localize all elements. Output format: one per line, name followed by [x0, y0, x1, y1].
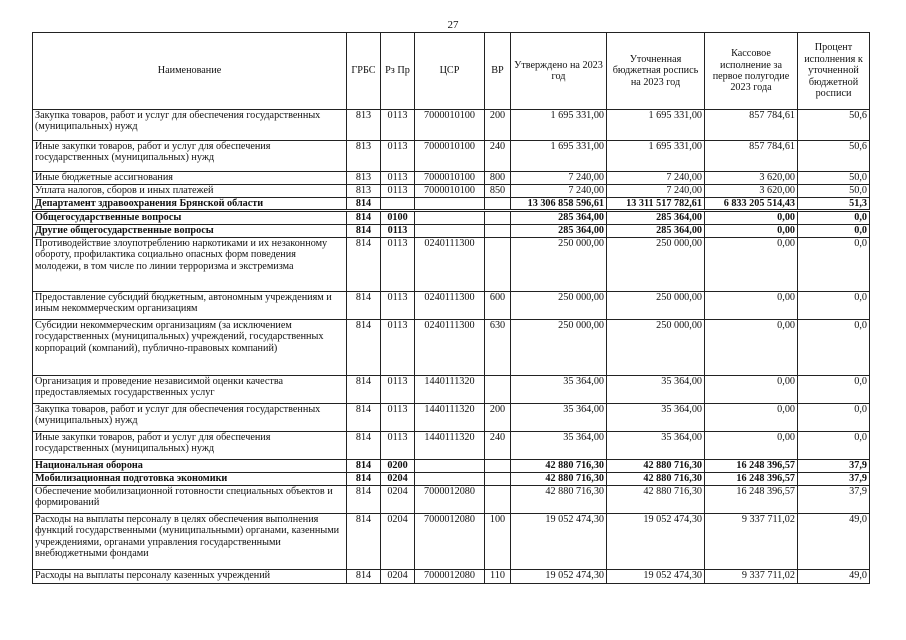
cell-rzpr: 0113 — [381, 403, 415, 431]
table-row — [33, 472, 870, 485]
cell-percent: 50,0 — [798, 172, 870, 185]
cell-name: Закупка товаров, работ и услуг для обеспечения государственных (муниципальных) нужд — [33, 110, 347, 141]
cell-csr: 1440111320 — [415, 431, 485, 459]
cell-rzpr: 0113 — [381, 110, 415, 141]
cell-refined: 35 364,00 — [607, 431, 705, 459]
cell-rzpr: 0113 — [381, 291, 415, 319]
cell-approved: 250 000,00 — [511, 237, 607, 291]
cell-csr: 0240111300 — [415, 291, 485, 319]
cell-name: Закупка товаров, работ и услуг для обеспечения государственных (муниципальных) нужд — [33, 403, 347, 431]
cell-refined: 250 000,00 — [607, 291, 705, 319]
cell-rzpr: 0113 — [381, 185, 415, 198]
cell-percent: 49,0 — [798, 569, 870, 583]
cell-grbs: 814 — [347, 485, 381, 513]
cell-csr: 7000012080 — [415, 485, 485, 513]
cell-refined: 7 240,00 — [607, 185, 705, 198]
cell-csr — [415, 224, 485, 237]
cell-vr: 110 — [485, 569, 511, 583]
header-grbs: ГРБС — [347, 33, 381, 110]
cell-vr: 240 — [485, 431, 511, 459]
cell-vr — [485, 459, 511, 472]
cell-rzpr: 0204 — [381, 513, 415, 569]
table-row — [33, 224, 870, 237]
cell-cash: 0,00 — [705, 319, 798, 375]
cell-csr: 0240111300 — [415, 319, 485, 375]
cell-rzpr: 0113 — [381, 224, 415, 237]
cell-refined: 1 695 331,00 — [607, 110, 705, 141]
header-rzpr: Рз Пр — [381, 33, 415, 110]
cell-rzpr: 0204 — [381, 485, 415, 513]
cell-rzpr: 0204 — [381, 472, 415, 485]
cell-grbs: 814 — [347, 431, 381, 459]
cell-vr: 100 — [485, 513, 511, 569]
cell-cash: 16 248 396,57 — [705, 472, 798, 485]
header-approved: Утверждено на 2023 год — [511, 33, 607, 110]
cell-rzpr: 0113 — [381, 172, 415, 185]
cell-percent: 50,6 — [798, 110, 870, 141]
cell-vr — [485, 237, 511, 291]
cell-approved: 35 364,00 — [511, 403, 607, 431]
cell-cash: 3 620,00 — [705, 185, 798, 198]
table-row — [33, 110, 870, 141]
page-number: 27 — [447, 19, 459, 31]
cell-csr — [415, 211, 485, 224]
cell-name: Иные закупки товаров, работ и услуг для обеспечения государственных (муниципальных) нужд — [33, 431, 347, 459]
cell-approved: 35 364,00 — [511, 431, 607, 459]
cell-cash: 9 337 711,02 — [705, 513, 798, 569]
cell-name: Предоставление субсидий бюджетным, автономным учреждениям и иным некоммерческим организациям — [33, 291, 347, 319]
cell-percent: 0,0 — [798, 431, 870, 459]
cell-refined: 35 364,00 — [607, 375, 705, 403]
table-header-row — [33, 33, 870, 110]
cell-name: Обеспечение мобилизационной готовности специальных объектов и формирований — [33, 485, 347, 513]
cell-grbs: 814 — [347, 224, 381, 237]
cell-percent: 50,6 — [798, 141, 870, 172]
cell-vr: 800 — [485, 172, 511, 185]
cell-percent: 49,0 — [798, 513, 870, 569]
cell-approved: 42 880 716,30 — [511, 459, 607, 472]
cell-grbs: 813 — [347, 141, 381, 172]
cell-percent: 37,9 — [798, 472, 870, 485]
cell-name: Организация и проведение независимой оценки качества предоставляемых государственных услуг — [33, 375, 347, 403]
cell-grbs: 814 — [347, 198, 381, 211]
cell-approved: 19 052 474,30 — [511, 513, 607, 569]
cell-approved: 13 306 858 596,61 — [511, 198, 607, 211]
header-percent: Процент исполнения к уточненной бюджетной росписи — [798, 33, 870, 110]
cell-grbs: 814 — [347, 569, 381, 583]
cell-grbs: 813 — [347, 110, 381, 141]
cell-rzpr: 0204 — [381, 569, 415, 583]
cell-percent: 0,0 — [798, 211, 870, 224]
table-row — [33, 237, 870, 291]
table-row — [33, 485, 870, 513]
cell-name: Национальная оборона — [33, 459, 347, 472]
cell-grbs: 813 — [347, 185, 381, 198]
cell-grbs: 814 — [347, 459, 381, 472]
cell-approved: 285 364,00 — [511, 224, 607, 237]
cell-name: Иные закупки товаров, работ и услуг для обеспечения государственных (муниципальных) нужд — [33, 141, 347, 172]
cell-vr: 200 — [485, 403, 511, 431]
cell-name: Противодействие злоупотреблению наркотиками и их незаконному обороту, профилактика социально опасных форм поведения молодежи, в том числе по линии терроризма и экстремизма — [33, 237, 347, 291]
cell-csr: 1440111320 — [415, 375, 485, 403]
cell-percent: 0,0 — [798, 224, 870, 237]
cell-cash: 16 248 396,57 — [705, 459, 798, 472]
table-row — [33, 291, 870, 319]
cell-cash: 857 784,61 — [705, 141, 798, 172]
cell-vr — [485, 472, 511, 485]
cell-approved: 250 000,00 — [511, 291, 607, 319]
cell-csr — [415, 472, 485, 485]
cell-name: Расходы на выплаты персоналу казенных учреждений — [33, 569, 347, 583]
cell-approved: 35 364,00 — [511, 375, 607, 403]
header-vr: ВР — [485, 33, 511, 110]
cell-name: Мобилизационная подготовка экономики — [33, 472, 347, 485]
cell-vr — [485, 224, 511, 237]
table-row — [33, 172, 870, 185]
cell-vr — [485, 375, 511, 403]
cell-refined: 19 052 474,30 — [607, 569, 705, 583]
cell-csr: 7000012080 — [415, 569, 485, 583]
cell-grbs: 814 — [347, 319, 381, 375]
table-row — [33, 141, 870, 172]
table-row — [33, 319, 870, 375]
cell-rzpr: 0113 — [381, 319, 415, 375]
cell-rzpr: 0113 — [381, 237, 415, 291]
cell-percent: 50,0 — [798, 185, 870, 198]
cell-grbs: 814 — [347, 375, 381, 403]
header-refined: Уточненная бюджетная роспись на 2023 год — [607, 33, 705, 110]
cell-approved: 19 052 474,30 — [511, 569, 607, 583]
cell-refined: 42 880 716,30 — [607, 472, 705, 485]
cell-vr: 850 — [485, 185, 511, 198]
cell-vr — [485, 485, 511, 513]
table-row — [33, 459, 870, 472]
cell-csr: 0240111300 — [415, 237, 485, 291]
cell-rzpr: 0100 — [381, 211, 415, 224]
cell-approved: 250 000,00 — [511, 319, 607, 375]
header-name: Наименование — [33, 33, 347, 110]
cell-rzpr: 0113 — [381, 375, 415, 403]
cell-refined: 13 311 517 782,61 — [607, 198, 705, 211]
cell-csr — [415, 198, 485, 211]
cell-approved: 285 364,00 — [511, 211, 607, 224]
table-row — [33, 185, 870, 198]
cell-csr: 7000010100 — [415, 185, 485, 198]
cell-grbs: 814 — [347, 403, 381, 431]
cell-name: Другие общегосударственные вопросы — [33, 224, 347, 237]
cell-csr: 1440111320 — [415, 403, 485, 431]
cell-cash: 0,00 — [705, 224, 798, 237]
cell-name: Иные бюджетные ассигнования — [33, 172, 347, 185]
cell-refined: 7 240,00 — [607, 172, 705, 185]
budget-execution-table — [32, 32, 870, 584]
cell-percent: 0,0 — [798, 403, 870, 431]
cell-cash: 9 337 711,02 — [705, 569, 798, 583]
cell-cash: 0,00 — [705, 291, 798, 319]
cell-percent: 0,0 — [798, 375, 870, 403]
cell-csr: 7000010100 — [415, 110, 485, 141]
cell-cash: 0,00 — [705, 375, 798, 403]
table-row — [33, 211, 870, 224]
cell-approved: 1 695 331,00 — [511, 110, 607, 141]
cell-cash: 6 833 205 514,43 — [705, 198, 798, 211]
cell-rzpr — [381, 198, 415, 211]
cell-grbs: 813 — [347, 172, 381, 185]
table-row — [33, 431, 870, 459]
cell-refined: 285 364,00 — [607, 211, 705, 224]
header-csr: ЦСР — [415, 33, 485, 110]
cell-grbs: 814 — [347, 211, 381, 224]
cell-approved: 42 880 716,30 — [511, 485, 607, 513]
cell-name: Департамент здравоохранения Брянской области — [33, 198, 347, 211]
cell-refined: 250 000,00 — [607, 319, 705, 375]
cell-grbs: 814 — [347, 237, 381, 291]
cell-vr: 200 — [485, 110, 511, 141]
cell-name: Уплата налогов, сборов и иных платежей — [33, 185, 347, 198]
cell-refined: 19 052 474,30 — [607, 513, 705, 569]
cell-approved: 7 240,00 — [511, 185, 607, 198]
cell-cash: 0,00 — [705, 403, 798, 431]
cell-grbs: 814 — [347, 472, 381, 485]
cell-cash: 3 620,00 — [705, 172, 798, 185]
table-row — [33, 403, 870, 431]
table-row — [33, 375, 870, 403]
cell-refined: 42 880 716,30 — [607, 485, 705, 513]
table-row — [33, 513, 870, 569]
cell-refined: 250 000,00 — [607, 237, 705, 291]
cell-percent: 0,0 — [798, 237, 870, 291]
cell-name: Расходы на выплаты персоналу в целях обеспечения выполнения функций государственными (муниципальными) органами, казенными учреждениями, органами управления государственными внебюджетными фондами — [33, 513, 347, 569]
cell-refined: 285 364,00 — [607, 224, 705, 237]
cell-rzpr: 0113 — [381, 431, 415, 459]
cell-csr: 7000012080 — [415, 513, 485, 569]
cell-cash: 0,00 — [705, 211, 798, 224]
header-cash: Кассовое исполнение за первое полугодие 2023 года — [705, 33, 798, 110]
cell-csr: 7000010100 — [415, 141, 485, 172]
cell-percent: 0,0 — [798, 291, 870, 319]
cell-approved: 7 240,00 — [511, 172, 607, 185]
cell-refined: 42 880 716,30 — [607, 459, 705, 472]
cell-rzpr: 0200 — [381, 459, 415, 472]
cell-vr — [485, 211, 511, 224]
cell-rzpr: 0113 — [381, 141, 415, 172]
cell-percent: 51,3 — [798, 198, 870, 211]
cell-name: Общегосударственные вопросы — [33, 211, 347, 224]
cell-vr: 630 — [485, 319, 511, 375]
cell-refined: 35 364,00 — [607, 403, 705, 431]
cell-refined: 1 695 331,00 — [607, 141, 705, 172]
cell-cash: 16 248 396,57 — [705, 485, 798, 513]
table-row — [33, 198, 870, 211]
cell-approved: 42 880 716,30 — [511, 472, 607, 485]
cell-vr: 600 — [485, 291, 511, 319]
cell-vr: 240 — [485, 141, 511, 172]
cell-csr: 7000010100 — [415, 172, 485, 185]
cell-grbs: 814 — [347, 291, 381, 319]
cell-cash: 0,00 — [705, 431, 798, 459]
cell-approved: 1 695 331,00 — [511, 141, 607, 172]
cell-name: Субсидии некоммерческим организациям (за исключением государственных (муниципальных) учреждений, государственных корпораций (компаний), публично-правовых компаний) — [33, 319, 347, 375]
cell-vr — [485, 198, 511, 211]
cell-percent: 0,0 — [798, 319, 870, 375]
table-row — [33, 569, 870, 583]
cell-cash: 857 784,61 — [705, 110, 798, 141]
cell-percent: 37,9 — [798, 485, 870, 513]
cell-cash: 0,00 — [705, 237, 798, 291]
cell-csr — [415, 459, 485, 472]
cell-percent: 37,9 — [798, 459, 870, 472]
cell-grbs: 814 — [347, 513, 381, 569]
